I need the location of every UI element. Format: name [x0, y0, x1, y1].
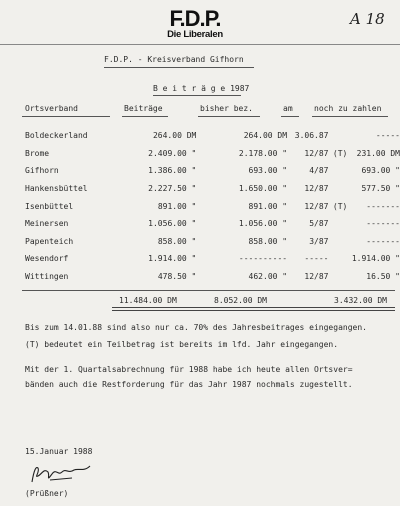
row-bisher: 462.00 " — [248, 272, 288, 282]
contributions-table — [25, 127, 400, 285]
row-bisher: 858.00 " — [248, 236, 288, 246]
header-underline-noch — [312, 116, 388, 117]
table-row — [25, 215, 400, 233]
row-am: 12/87 — [304, 184, 329, 194]
logo-main-text: F.D.P. — [169, 6, 221, 31]
row-beitrag: 1.386.00 " — [148, 166, 197, 176]
row-bisher: 693.00 " — [248, 166, 288, 176]
header-underline-bisher — [198, 116, 260, 117]
row-bisher: 264.00 DM — [243, 131, 288, 141]
row-am: ----- — [304, 254, 329, 264]
table-row — [25, 233, 400, 251]
row-noch: ----- — [375, 131, 400, 141]
header-underline-am — [281, 116, 299, 117]
note-paragraph-2: (T) bedeutet ein Teilbetrag ist bereits im lfd. Jahr eingegangen. — [25, 340, 339, 349]
header-divider — [0, 44, 400, 45]
row-name: Isenbüttel — [25, 201, 74, 211]
total-noch: 3.432.00 DM — [334, 296, 387, 305]
row-name: Boldeckerland — [25, 131, 88, 141]
row-beitrag: 478.50 " — [157, 272, 197, 282]
header-bisher: bisher bez. — [200, 104, 253, 113]
section-title-underline — [153, 95, 241, 96]
header-ortsverband: Ortsverband — [25, 104, 78, 113]
row-name: Wesendorf — [25, 254, 69, 264]
row-am: 3/87 — [309, 236, 329, 246]
row-beitrag: 264.00 DM — [152, 131, 197, 141]
row-teilbetrag-mark — [328, 250, 351, 268]
row-beitrag: 858.00 " — [157, 236, 197, 246]
org-line: F.D.P. - Kreisverband Gifhorn — [104, 55, 244, 64]
row-bisher: 1.650.00 " — [238, 184, 288, 194]
total-bisher: 8.052.00 DM — [214, 296, 267, 305]
total-beitraege: 11.484.00 DM — [119, 296, 177, 305]
row-bisher: 1.056.00 " — [238, 219, 288, 229]
row-teilbetrag-mark — [328, 127, 351, 145]
note-paragraph-1: Bis zum 14.01.88 sind also nur ca. 70% des Jahresbeitrages eingegangen. — [25, 323, 367, 332]
table-row — [25, 162, 400, 180]
row-teilbetrag-mark — [328, 180, 351, 198]
row-teilbetrag-mark — [328, 268, 351, 286]
row-beitrag: 891.00 " — [157, 201, 197, 211]
date-line: 15.Januar 1988 — [25, 447, 93, 456]
header-underline-ortsverband — [22, 116, 110, 117]
row-noch: 693.00 " — [361, 166, 400, 176]
note-paragraph-3a: Mit der 1. Quartalsabrechnung für 1988 habe ich heute allen Ortsver= — [25, 365, 353, 374]
handwritten-archive-note: A 18 — [350, 10, 385, 28]
row-beitrag: 1.914.00 " — [148, 254, 197, 264]
row-name: Brome — [25, 148, 50, 158]
row-bisher: ---------- — [238, 254, 288, 264]
row-teilbetrag-mark — [328, 215, 351, 233]
org-line-underline — [104, 67, 254, 68]
signer-name: (Prüßner) — [25, 489, 69, 498]
row-am: 12/87 — [304, 272, 329, 282]
row-name: Meinersen — [25, 219, 69, 229]
totals-rule-upper — [22, 290, 395, 291]
row-noch: 1.914.00 " — [351, 254, 400, 264]
row-noch: 577.50 " — [361, 184, 400, 194]
row-bisher: 891.00 " — [248, 201, 288, 211]
row-am: 5/87 — [309, 219, 329, 229]
header-noch: noch zu zahlen — [314, 104, 382, 113]
row-name: Hankensbüttel — [25, 184, 88, 194]
row-teilbetrag-mark — [328, 233, 351, 251]
fdp-logo — [162, 8, 228, 40]
table-row — [25, 268, 400, 286]
header-am: am — [283, 104, 293, 113]
row-beitrag: 2.227.50 " — [148, 184, 197, 194]
section-title: B e i t r ä g e 1987 — [153, 84, 250, 93]
handwritten-signature — [28, 462, 108, 488]
header-beitraege: Beiträge — [124, 104, 163, 113]
header-underline-beitraege — [122, 116, 168, 117]
row-am: 4/87 — [309, 166, 329, 176]
row-name: Papenteich — [25, 236, 74, 246]
table-row — [25, 250, 400, 268]
row-am: 3.06.87 — [294, 131, 329, 141]
row-noch: ------- — [366, 201, 400, 211]
row-am: 12/87 — [304, 201, 329, 211]
row-teilbetrag-mark — [328, 162, 351, 180]
row-teilbetrag-mark: (T) — [332, 148, 348, 158]
row-noch: 16.50 " — [366, 272, 400, 282]
table-row — [25, 197, 400, 215]
logo-sub-text: Die Liberalen — [167, 29, 223, 40]
totals-double-rule — [112, 307, 395, 311]
row-noch: ------- — [366, 219, 400, 229]
row-name: Gifhorn — [25, 166, 59, 176]
table-row — [25, 127, 400, 145]
row-am: 12/87 — [304, 148, 329, 158]
row-teilbetrag-mark: (T) — [332, 201, 348, 211]
row-noch: ------- — [366, 236, 400, 246]
row-bisher: 2.178.00 " — [238, 148, 288, 158]
note-paragraph-3b: bänden auch die Restforderung für das Jahr 1987 nochmals zugestellt. — [25, 380, 353, 389]
row-beitrag: 1.056.00 " — [148, 219, 197, 229]
row-beitrag: 2.409.00 " — [148, 148, 197, 158]
row-name: Wittingen — [25, 272, 69, 282]
table-row — [25, 180, 400, 198]
row-noch: 231.00 DM — [356, 148, 400, 158]
table-row — [25, 145, 400, 163]
